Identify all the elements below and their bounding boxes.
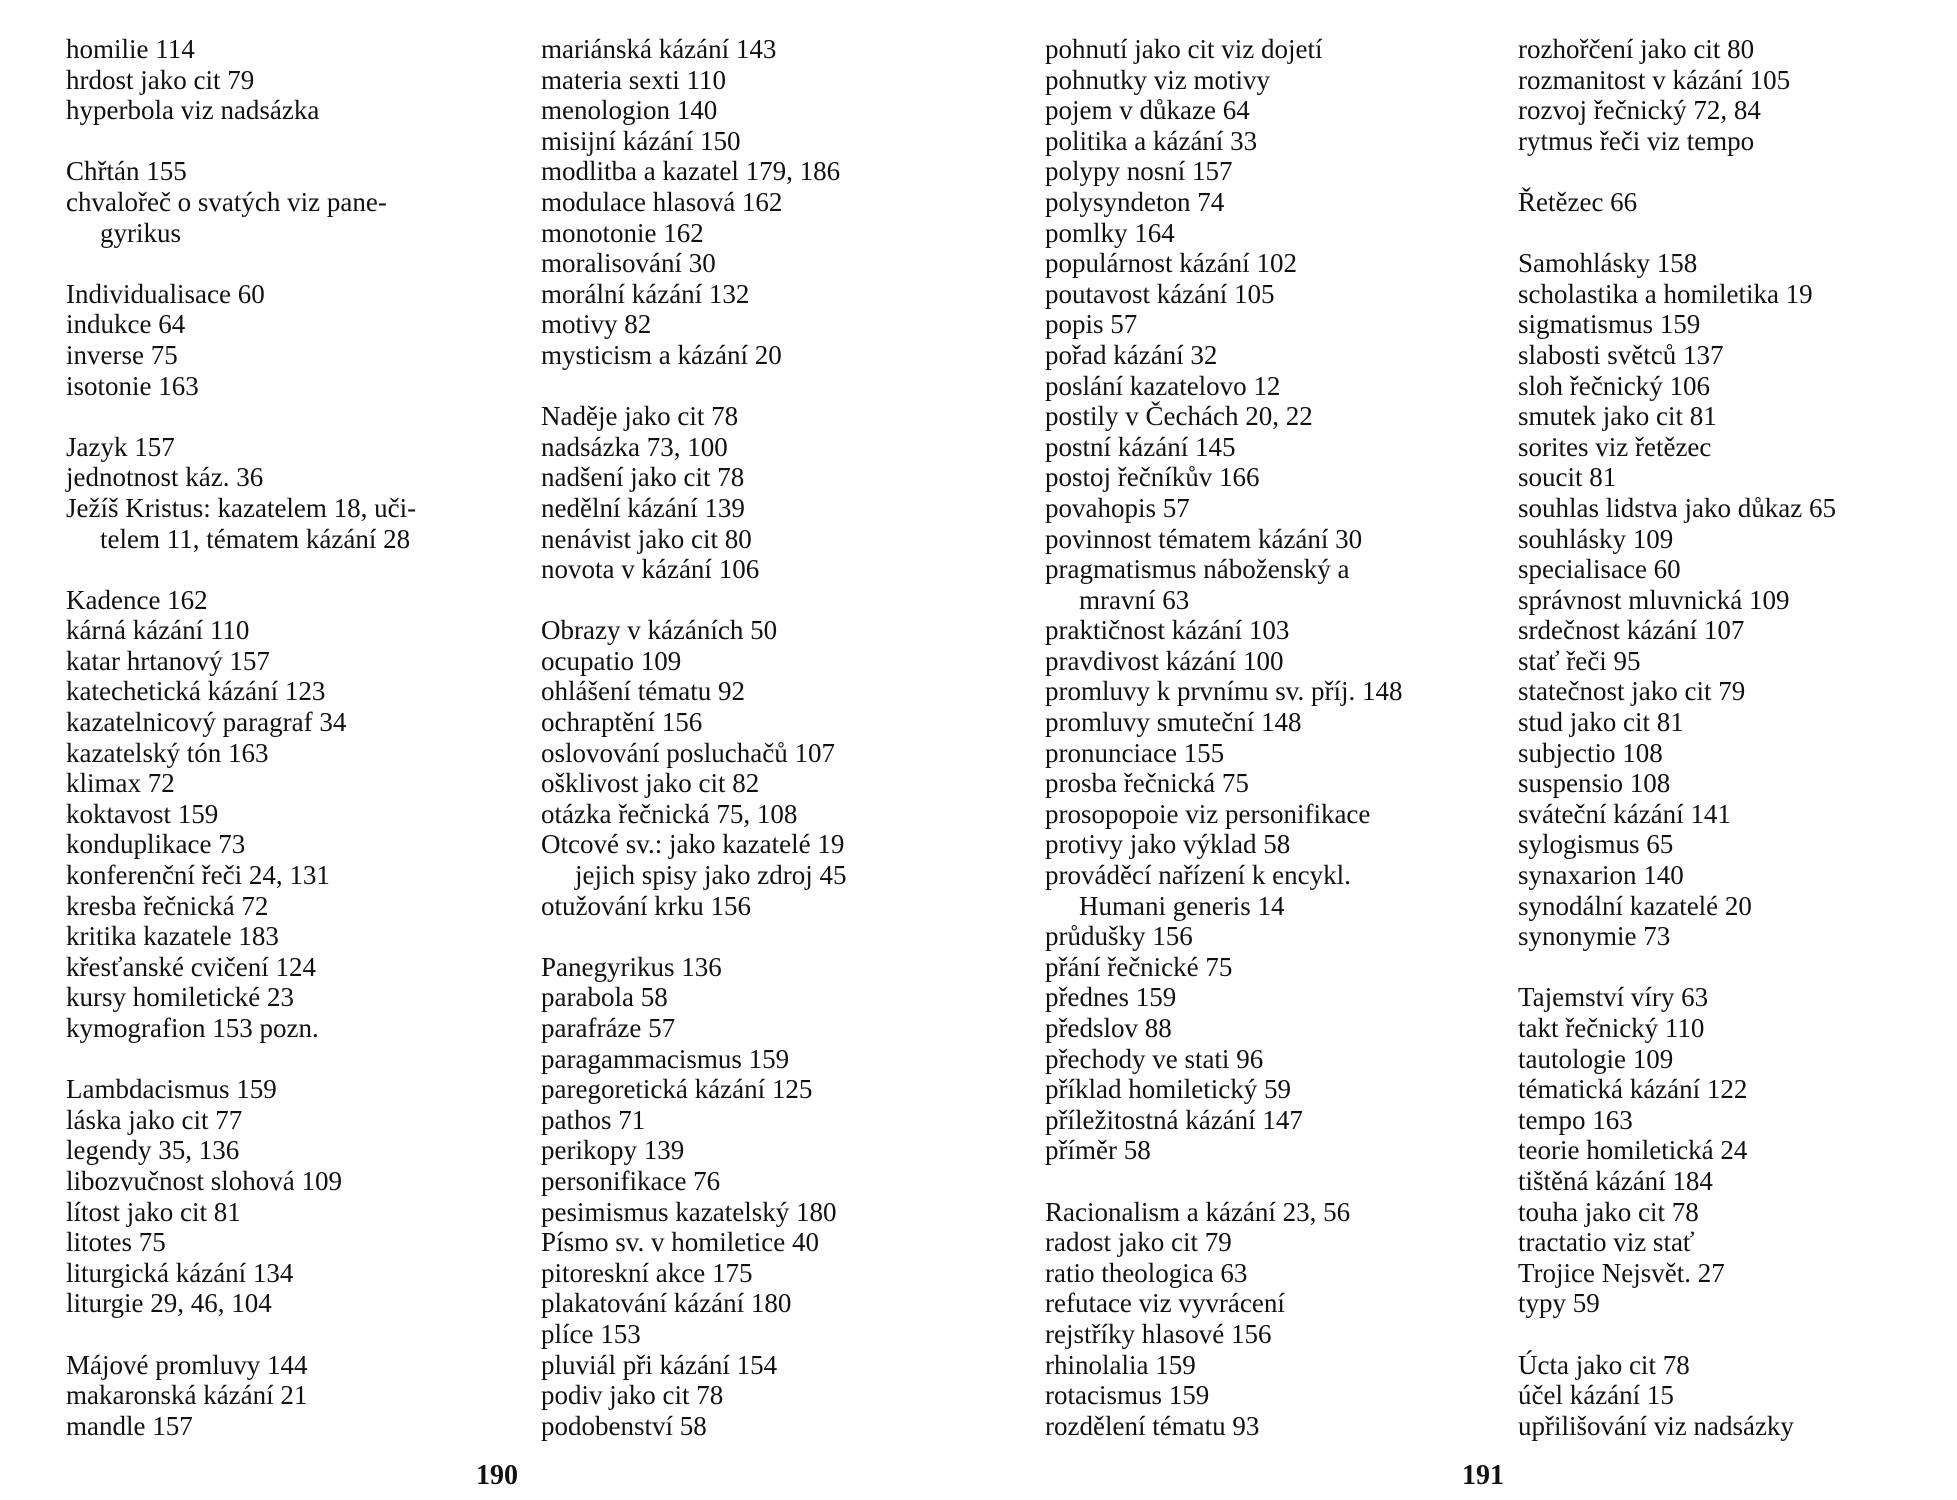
index-entry: Tajemství víry 63 <box>1518 982 1709 1013</box>
index-entry: oslovování posluchačů 107 <box>541 737 835 768</box>
index-entry: isotonie 163 <box>66 370 199 401</box>
letter-group-gap <box>1518 156 1836 187</box>
index-entry: stud jako cit 81 <box>1518 707 1684 738</box>
index-entry: pořad kázání 32 <box>1045 339 1218 370</box>
index-entry: jednotnost káz. 36 <box>66 462 264 493</box>
index-entry: plíce 153 <box>541 1318 641 1349</box>
index-entry: sváteční kázání 141 <box>1518 798 1731 829</box>
index-entry: motivy 82 <box>541 309 652 340</box>
index-entry: srdečnost kázání 107 <box>1518 615 1745 646</box>
index-entry: otázka řečnická 75, 108 <box>541 798 798 829</box>
index-entry: praktičnost kázání 103 <box>1045 615 1290 646</box>
letter-group-gap <box>541 371 846 402</box>
index-entry: kursy homiletické 23 <box>66 982 294 1013</box>
index-entry: specialisace 60 <box>1518 554 1681 585</box>
index-entry: pojem v důkaze 64 <box>1045 95 1250 126</box>
index-entry: novota v kázání 106 <box>541 554 760 585</box>
index-entry: rejstříky hlasové 156 <box>1045 1318 1272 1349</box>
index-entry: katechetická kázání 123 <box>66 676 326 707</box>
index-entry: klimax 72 <box>66 768 175 799</box>
index-entry: politika a kázání 33 <box>1045 125 1258 156</box>
index-entry: libozvučnost slohová 109 <box>66 1165 342 1196</box>
index-entry: scholastika a homiletika 19 <box>1518 278 1813 309</box>
letter-group-gap <box>66 248 416 279</box>
index-entry: synodální kazatelé 20 <box>1518 890 1752 921</box>
index-entry: pomlky 164 <box>1045 217 1175 248</box>
index-entry: Májové promluvy 144 <box>66 1349 308 1380</box>
index-entry: tautologie 109 <box>1518 1043 1674 1074</box>
index-entry: podiv jako cit 78 <box>541 1380 724 1411</box>
index-entry: smutek jako cit 81 <box>1518 401 1717 432</box>
index-entry: ohlášení tématu 92 <box>541 676 745 707</box>
index-entry: pesimismus kazatelský 180 <box>541 1196 837 1227</box>
index-entry: postily v Čechách 20, 22 <box>1045 401 1313 432</box>
index-entry: pluviál při kázání 154 <box>541 1349 778 1380</box>
index-entry: rozvoj řečnický 72, 84 <box>1518 95 1761 126</box>
index-entry: radost jako cit 79 <box>1045 1227 1232 1258</box>
letter-group-gap <box>66 1044 416 1075</box>
index-entry: účel kázání 15 <box>1518 1380 1674 1411</box>
index-entry: sloh řečnický 106 <box>1518 370 1710 401</box>
index-entry: otužování krku 156 <box>541 890 751 921</box>
index-entry: kymografion 153 pozn. <box>66 1013 319 1043</box>
index-entry: modulace hlasová 162 <box>541 186 783 217</box>
index-entry: modlitba a kazatel 179, 186 <box>541 156 841 187</box>
index-entry: přednes 159 <box>1045 982 1177 1013</box>
index-entry: Naděje jako cit 78 <box>541 401 739 432</box>
index-entry: promluvy k prvnímu sv. příj. 148 <box>1045 676 1403 707</box>
index-entry: pragmatismus náboženský a <box>1045 554 1350 585</box>
index-entry: příležitostná kázání 147 <box>1045 1104 1303 1135</box>
index-column-1 <box>66 34 416 1441</box>
index-entry: tractatio viz stať <box>1518 1227 1695 1258</box>
index-entry: Kadence 162 <box>66 584 208 615</box>
index-entry: popis 57 <box>1045 309 1138 340</box>
index-entry: nadsázka 73, 100 <box>541 431 728 462</box>
index-entry: ošklivost jako cit 82 <box>541 768 760 799</box>
letter-group-gap <box>1518 952 1836 983</box>
letter-group-gap <box>541 585 846 616</box>
letter-group-gap <box>66 554 416 585</box>
page-number-left: 190 <box>476 1460 518 1491</box>
index-entry: paragammacismus 159 <box>541 1043 790 1074</box>
index-entry: poslání kazatelovo 12 <box>1045 370 1281 401</box>
index-entry: ocupatio 109 <box>541 645 682 676</box>
index-entry: slabosti světců 137 <box>1518 339 1724 370</box>
index-entry: paregoretická kázání 125 <box>541 1074 813 1105</box>
index-entry: kritika kazatele 183 <box>66 921 279 952</box>
index-entry: polypy nosní 157 <box>1045 156 1233 187</box>
index-entry: povahopis 57 <box>1045 492 1190 523</box>
index-entry: homilie 114 <box>66 34 195 64</box>
index-entry: takt řečnický 110 <box>1518 1013 1705 1043</box>
index-entry: statečnost jako cit 79 <box>1518 676 1746 707</box>
index-entry: pravdivost kázání 100 <box>1045 645 1284 676</box>
index-entry: polysyndeton 74 <box>1045 186 1225 217</box>
index-entry: nadšení jako cit 78 <box>541 462 745 493</box>
letter-group-gap <box>1518 218 1836 249</box>
index-entry: Chřtán 155 <box>66 156 187 187</box>
index-column-4 <box>1518 34 1836 1441</box>
index-entry: inverse 75 <box>66 339 178 370</box>
index-entry: Trojice Nejsvět. 27 <box>1518 1257 1725 1288</box>
index-entry: liturgie 29, 46, 104 <box>66 1288 272 1319</box>
index-entry: průdušky 156 <box>1045 921 1193 952</box>
index-entry: prosba řečnická 75 <box>1045 768 1249 799</box>
index-entry: příměr 58 <box>1045 1135 1151 1166</box>
index-entry: kazatelský tón 163 <box>66 737 269 768</box>
index-entry: prováděcí nařízení k encykl. <box>1045 860 1351 891</box>
index-entry: nedělní kázání 139 <box>541 492 745 523</box>
index-entry: Řetězec 66 <box>1518 186 1638 217</box>
index-entry-continuation: jejich spisy jako zdroj 45 <box>575 860 847 891</box>
page-number-right: 191 <box>1462 1460 1504 1491</box>
index-entry: personifikace 76 <box>541 1165 721 1196</box>
index-entry: subjectio 108 <box>1518 737 1663 768</box>
index-entry: kárná kázání 110 <box>66 615 250 646</box>
index-entry: konferenční řeči 24, 131 <box>66 860 330 891</box>
index-entry: Lambdacismus 159 <box>66 1074 277 1105</box>
index-entry: soucit 81 <box>1518 462 1617 493</box>
index-entry: ratio theologica 63 <box>1045 1257 1248 1288</box>
index-entry: předslov 88 <box>1045 1013 1172 1043</box>
index-entry: souhlas lidstva jako důkaz 65 <box>1518 492 1836 523</box>
index-entry: rotacismus 159 <box>1045 1380 1210 1411</box>
index-column-2 <box>541 34 846 1441</box>
index-entry: parabola 58 <box>541 982 668 1013</box>
index-entry: ochraptění 156 <box>541 707 703 738</box>
index-entry: správnost mluvnická 109 <box>1518 584 1790 615</box>
index-entry: Individualisace 60 <box>66 278 265 309</box>
index-column-3 <box>1045 34 1403 1441</box>
index-entry: hrdost jako cit 79 <box>66 64 255 95</box>
index-entry: hyperbola viz nadsázka <box>66 95 320 126</box>
index-entry: suspensio 108 <box>1518 768 1671 799</box>
index-entry: postoj řečníkův 166 <box>1045 462 1260 493</box>
index-entry: mandle 157 <box>66 1410 193 1441</box>
index-entry-continuation: Humani generis 14 <box>1079 890 1285 921</box>
index-entry: rhinolalia 159 <box>1045 1349 1196 1380</box>
index-entry: Ježíš Kristus: kazatelem 18, uči- <box>66 492 417 523</box>
index-entry: synaxarion 140 <box>1518 860 1684 891</box>
index-entry: rozhořčení jako cit 80 <box>1518 34 1755 64</box>
index-entry: synonymie 73 <box>1518 921 1671 952</box>
index-entry: monotonie 162 <box>541 217 704 248</box>
index-entry: tempo 163 <box>1518 1104 1633 1135</box>
index-entry: typy 59 <box>1518 1288 1600 1319</box>
index-entry: Obrazy v kázáních 50 <box>541 615 778 646</box>
index-entry: láska jako cit 77 <box>66 1104 243 1135</box>
index-entry: mysticism a kázání 20 <box>541 339 782 370</box>
index-entry: kazatelnicový paragraf 34 <box>66 707 347 738</box>
index-entry: sigmatismus 159 <box>1518 309 1701 340</box>
letter-group-gap <box>66 1319 416 1350</box>
index-entry: parafráze 57 <box>541 1013 676 1043</box>
index-entry: konduplikace 73 <box>66 829 246 860</box>
index-entry: rozdělení tématu 93 <box>1045 1410 1260 1441</box>
index-entry: kresba řečnická 72 <box>66 890 269 921</box>
index-entry-continuation: gyrikus <box>100 217 181 248</box>
index-entry: přechody ve stati 96 <box>1045 1043 1264 1074</box>
index-entry: upřilišování viz nadsázky <box>1518 1410 1794 1441</box>
letter-group-gap <box>541 921 846 952</box>
index-entry: Jazyk 157 <box>66 431 175 462</box>
index-entry: Panegyrikus 136 <box>541 951 722 982</box>
index-entry: podobenství 58 <box>541 1410 707 1441</box>
index-entry: indukce 64 <box>66 309 186 340</box>
index-entry: teorie homiletická 24 <box>1518 1135 1748 1166</box>
index-entry: souhlásky 109 <box>1518 523 1674 554</box>
index-entry: příklad homiletický 59 <box>1045 1074 1291 1105</box>
index-entry: legendy 35, 136 <box>66 1135 240 1166</box>
index-entry: pohnutí jako cit viz dojetí <box>1045 34 1323 64</box>
index-entry: refutace viz vyvrácení <box>1045 1288 1285 1319</box>
letter-group-gap <box>1045 1166 1403 1197</box>
index-entry: liturgická kázání 134 <box>66 1257 294 1288</box>
index-entry: stať řeči 95 <box>1518 645 1641 676</box>
index-entry: pathos 71 <box>541 1104 646 1135</box>
letter-group-gap <box>1518 1319 1836 1350</box>
index-entry: chvalořeč o svatých viz pane- <box>66 186 387 217</box>
index-entry: perikopy 139 <box>541 1135 685 1166</box>
index-entry: pitoreskní akce 175 <box>541 1257 753 1288</box>
index-entry: sorites viz řetězec <box>1518 431 1712 462</box>
index-entry: Racionalism a kázání 23, 56 <box>1045 1196 1351 1227</box>
index-entry: plakatování kázání 180 <box>541 1288 792 1319</box>
index-entry: přání řečnické 75 <box>1045 951 1233 982</box>
index-entry: populárnost kázání 102 <box>1045 248 1297 279</box>
index-entry: koktavost 159 <box>66 798 219 829</box>
index-entry-continuation: telem 11, tématem kázání 28 <box>100 523 411 554</box>
index-entry: moralisování 30 <box>541 248 716 279</box>
index-entry: rytmus řeči viz tempo <box>1518 125 1755 156</box>
index-entry: nenávist jako cit 80 <box>541 523 752 554</box>
index-entry: lítost jako cit 81 <box>66 1196 241 1227</box>
index-entry: makaronská kázání 21 <box>66 1380 308 1411</box>
index-entry: morální kázání 132 <box>541 278 750 309</box>
letter-group-gap <box>66 401 416 432</box>
index-entry: prosopopoie viz personifikace <box>1045 798 1371 829</box>
index-entry: materia sexti 110 <box>541 64 726 95</box>
index-entry: protivy jako výklad 58 <box>1045 829 1291 860</box>
index-entry: pohnutky viz motivy <box>1045 64 1270 95</box>
index-entry: mariánská kázání 143 <box>541 34 777 64</box>
index-entry: Písmo sv. v homiletice 40 <box>541 1227 819 1258</box>
index-entry: menologion 140 <box>541 95 718 126</box>
index-entry: Úcta jako cit 78 <box>1518 1349 1690 1380</box>
index-entry: tištěná kázání 184 <box>1518 1165 1713 1196</box>
letter-group-gap <box>66 126 416 157</box>
index-entry: povinnost tématem kázání 30 <box>1045 523 1363 554</box>
index-entry: rozmanitost v kázání 105 <box>1518 64 1791 95</box>
index-entry: sylogismus 65 <box>1518 829 1674 860</box>
index-entry: poutavost kázání 105 <box>1045 278 1275 309</box>
index-entry: misijní kázání 150 <box>541 125 741 156</box>
index-entry: křesťanské cvičení 124 <box>66 951 316 982</box>
index-entry: litotes 75 <box>66 1227 166 1258</box>
index-entry: Otcové sv.: jako kazatelé 19 <box>541 829 845 860</box>
index-entry: tématická kázání 122 <box>1518 1074 1748 1105</box>
index-entry: pronunciace 155 <box>1045 737 1225 768</box>
index-entry-continuation: mravní 63 <box>1079 584 1190 615</box>
index-entry: Samohlásky 158 <box>1518 248 1698 279</box>
index-entry: promluvy smuteční 148 <box>1045 707 1302 738</box>
index-entry: postní kázání 145 <box>1045 431 1236 462</box>
index-entry: katar hrtanový 157 <box>66 645 270 676</box>
index-entry: touha jako cit 78 <box>1518 1196 1699 1227</box>
